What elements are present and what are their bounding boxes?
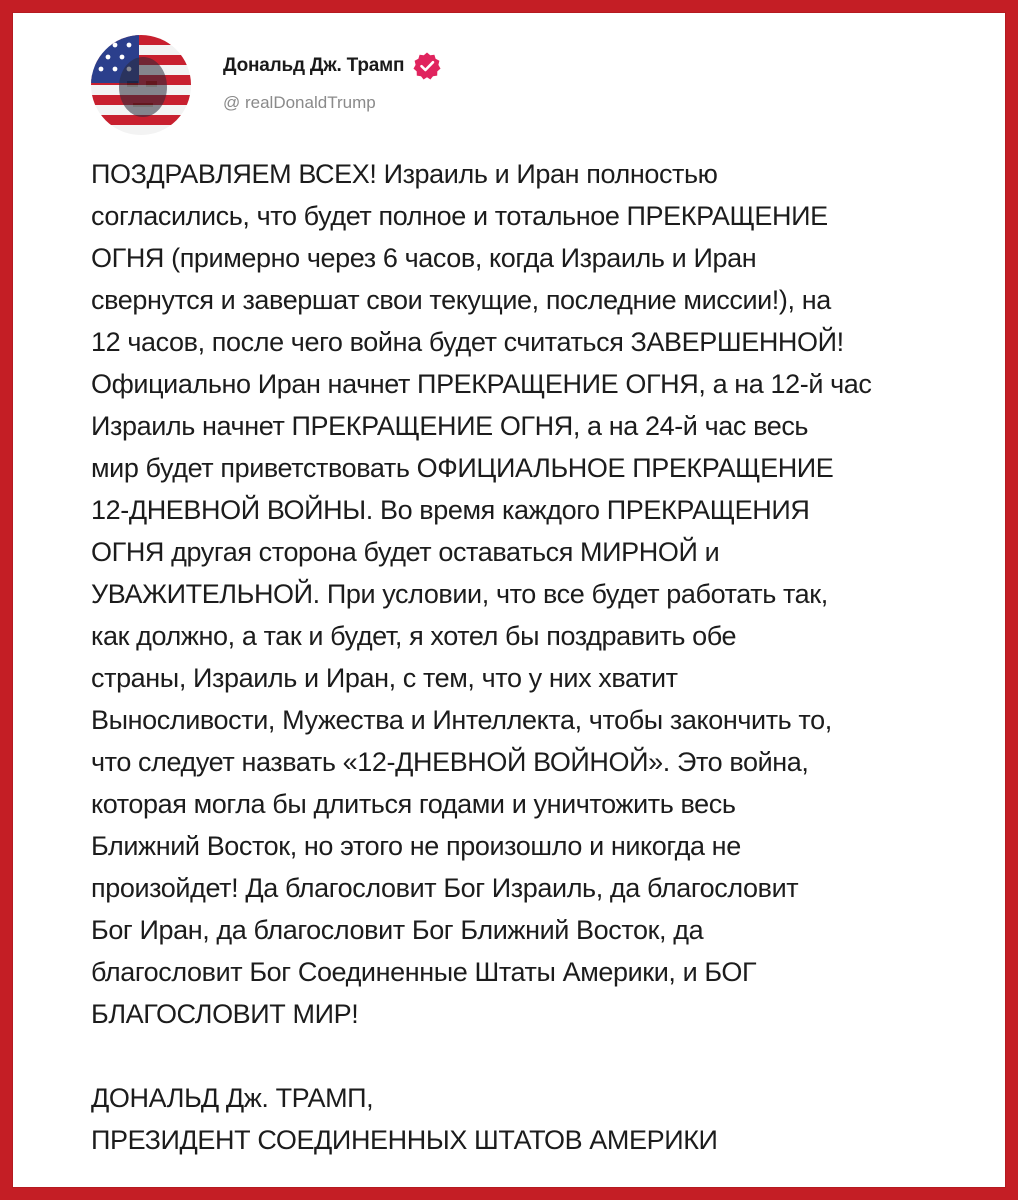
post-line: Бог Иран, да благословит Бог Ближний Восток, да (91, 915, 704, 945)
verified-badge-icon (412, 51, 442, 81)
author-block (223, 51, 442, 113)
post-line: ОГНЯ другая сторона будет оставаться МИРНОЙ и (91, 537, 720, 567)
post-line: БЛАГОСЛОВИТ МИР! (91, 999, 359, 1029)
avatar[interactable] (91, 35, 191, 135)
post-line: 12 часов, после чего война будет считаться ЗАВЕРШЕННОЙ! (91, 327, 844, 357)
post-line: Выносливости, Мужества и Интеллекта, чтобы закончить то, (91, 705, 832, 735)
post-text (91, 153, 971, 1161)
post-line: Израиль начнет ПРЕКРАЩЕНИЕ ОГНЯ, а на 24-й час весь (91, 411, 809, 441)
signature-name: ДОНАЛЬД Дж. ТРАМП, (91, 1083, 374, 1113)
post-line: страны, Израиль и Иран, с тем, что у них хватит (91, 663, 678, 693)
post-header (91, 35, 442, 135)
post-line: ОГНЯ (примерно через 6 часов, когда Израиль и Иран (91, 243, 757, 273)
post-line: произойдет! Да благословит Бог Израиль, да благословит (91, 873, 799, 903)
post-line: мир будет приветствовать ОФИЦИАЛЬНОЕ ПРЕКРАЩЕНИЕ (91, 453, 834, 483)
author-handle[interactable]: @ realDonaldTrump (223, 93, 376, 112)
signature-title: ПРЕЗИДЕНТ СОЕДИНЕННЫХ ШТАТОВ АМЕРИКИ (91, 1125, 718, 1155)
post-line: Официально Иран начнет ПРЕКРАЩЕНИЕ ОГНЯ, а на 12-й час (91, 369, 872, 399)
post-line: УВАЖИТЕЛЬНОЙ. При условии, что все будет работать так, (91, 579, 828, 609)
author-name-row (223, 51, 442, 81)
post-line: свернутся и завершат свои текущие, последние миссии!), на (91, 285, 831, 315)
post-card (12, 12, 1006, 1188)
post-line: что следует назвать «12-ДНЕВНОЙ ВОЙНОЙ». Это война, (91, 747, 809, 777)
post-line: 12-ДНЕВНОЙ ВОЙНЫ. Во время каждого ПРЕКРАЩЕНИЯ (91, 495, 810, 525)
post-line: как должно, а так и будет, я хотел бы поздравить обе (91, 621, 737, 651)
post-line: благословит Бог Соединенные Штаты Америки, и БОГ (91, 957, 757, 987)
post-line: Ближний Восток, но этого не произошло и никогда не (91, 831, 741, 861)
post-line: которая могла бы длиться годами и уничтожить весь (91, 789, 736, 819)
post-line: ПОЗДРАВЛЯЕМ ВСЕХ! Израиль и Иран полностью (91, 159, 718, 189)
author-name[interactable]: Дональд Дж. Трамп (223, 55, 405, 76)
post-line: согласились, что будет полное и тотальное ПРЕКРАЩЕНИЕ (91, 201, 828, 231)
